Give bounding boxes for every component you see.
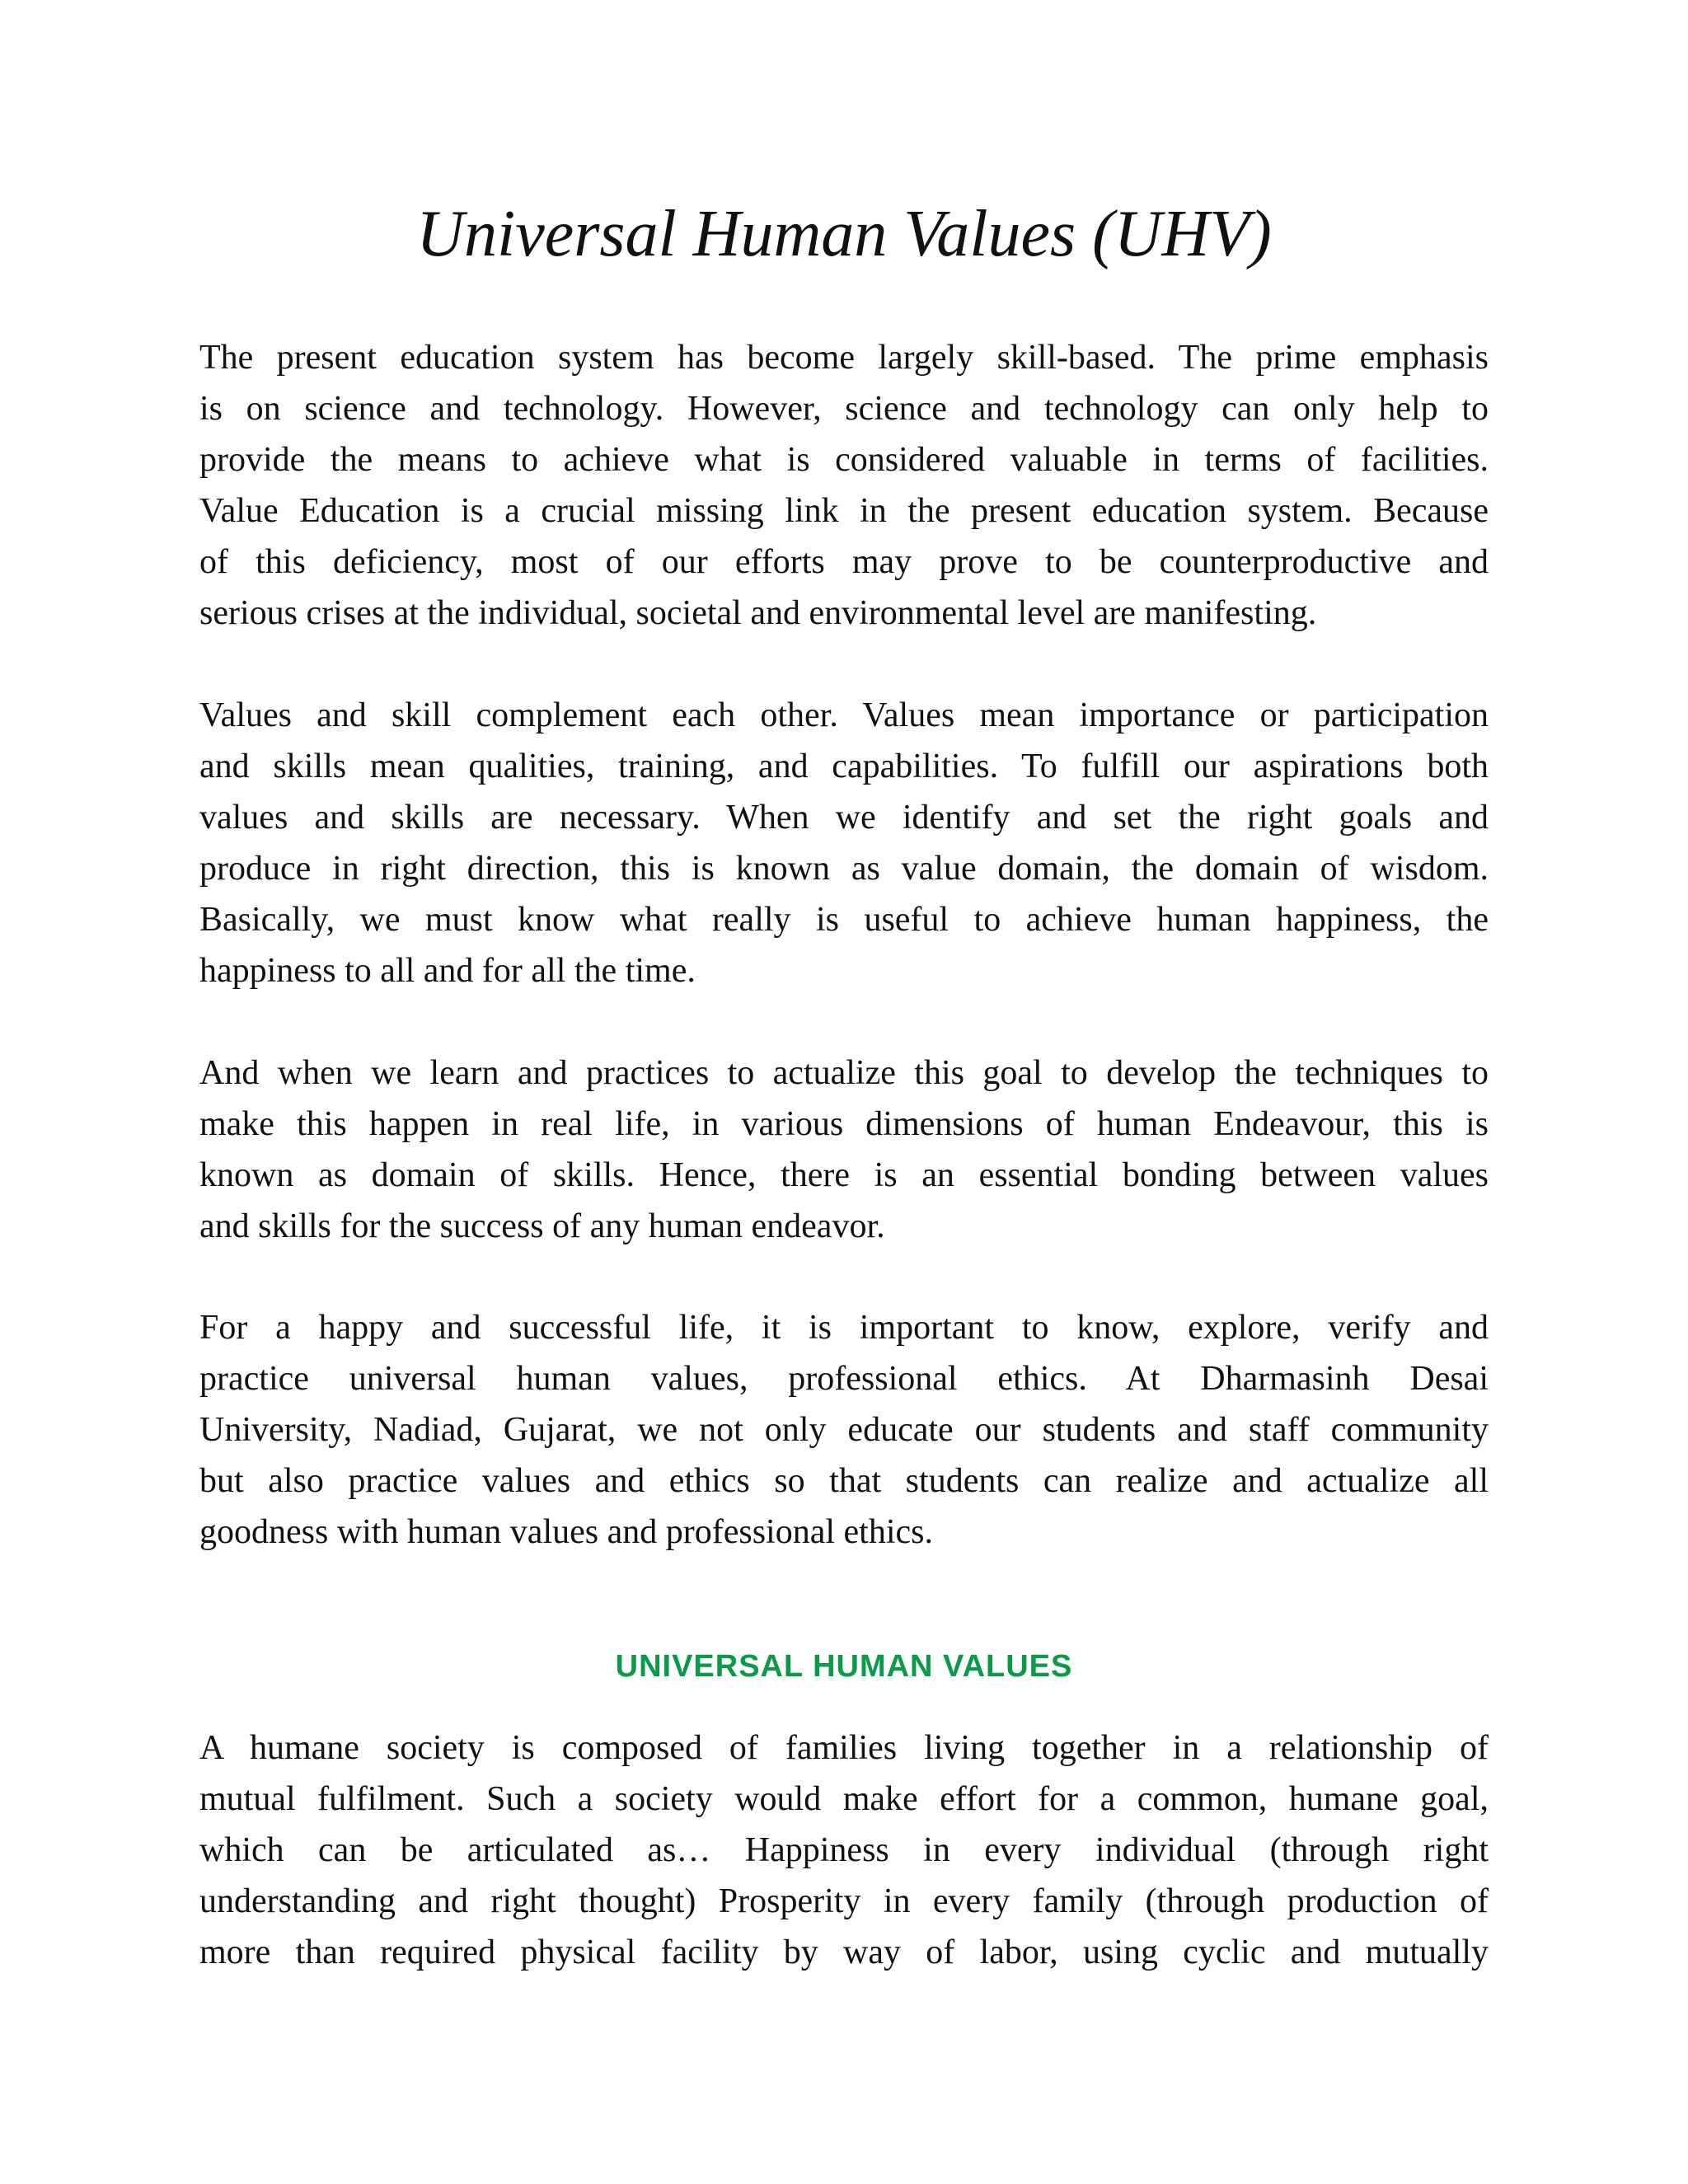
paragraph-line: goodness with human values and professional ethics. <box>199 1513 933 1551</box>
section-heading: UNIVERSAL HUMAN VALUES <box>615 1649 1073 1684</box>
paragraph-line: Values and skill complement each other. Values mean importance or participation <box>199 696 1489 734</box>
paragraph-line: make this happen in real life, in various dimensions of human Endeavour, this is <box>199 1105 1489 1143</box>
paragraph-values-and-skills <box>199 690 1489 996</box>
paragraph-line: which can be articulated as… Happiness in every individual (through right <box>199 1831 1489 1869</box>
paragraph-line: but also practice values and ethics so that students can realize and actualize all <box>199 1462 1489 1500</box>
paragraph-humane-society <box>199 1722 1489 1978</box>
paragraph-university <box>199 1302 1489 1558</box>
paragraph-line: For a happy and successful life, it is important to know, explore, verify and <box>199 1309 1489 1347</box>
paragraph-line: A humane society is composed of families living together in a relationship of <box>199 1729 1489 1767</box>
paragraph-domain-of-skills <box>199 1047 1489 1252</box>
paragraph-line: provide the means to achieve what is considered valuable in terms of facilities. <box>199 441 1489 479</box>
paragraph-line: happiness to all and for all the time. <box>199 952 696 990</box>
document-title: Universal Human Values (UHV) <box>416 198 1272 270</box>
paragraph-line: Basically, we must know what really is useful to achieve human happiness, the <box>199 901 1489 939</box>
paragraph-line: more than required physical facility by way of labor, using cyclic and mutually <box>199 1933 1489 1971</box>
paragraph-line: known as domain of skills. Hence, there is an essential bonding between values <box>199 1156 1489 1194</box>
paragraph-line: of this deficiency, most of our efforts may prove to be counterproductive and <box>199 543 1489 581</box>
paragraph-line: understanding and right thought) Prosperity in every family (through production of <box>199 1882 1489 1920</box>
paragraph-line: serious crises at the individual, societal and environmental level are manifesting. <box>199 594 1317 632</box>
paragraph-education-system <box>199 332 1489 639</box>
paragraph-line: And when we learn and practices to actualize this goal to develop the techniques to <box>199 1054 1489 1092</box>
paragraph-line: University, Nadiad, Gujarat, we not only educate our students and staff community <box>199 1411 1489 1449</box>
paragraph-line: and skills mean qualities, training, and capabilities. To fulfill our aspirations both <box>199 748 1489 785</box>
paragraph-line: practice universal human values, professional ethics. At Dharmasinh Desai <box>199 1360 1489 1398</box>
paragraph-line: produce in right direction, this is known as value domain, the domain of wisdom. <box>199 850 1489 888</box>
paragraph-line: mutual fulfilment. Such a society would make effort for a common, humane goal, <box>199 1780 1489 1818</box>
paragraph-line: is on science and technology. However, science and technology can only help to <box>199 390 1489 428</box>
paragraph-line: values and skills are necessary. When we identify and set the right goals and <box>199 799 1489 837</box>
paragraph-line: Value Education is a crucial missing link in the present education system. Because <box>199 492 1489 530</box>
paragraph-line: and skills for the success of any human endeavor. <box>199 1207 885 1245</box>
paragraph-line: The present education system has become largely skill-based. The prime emphasis <box>199 339 1489 377</box>
